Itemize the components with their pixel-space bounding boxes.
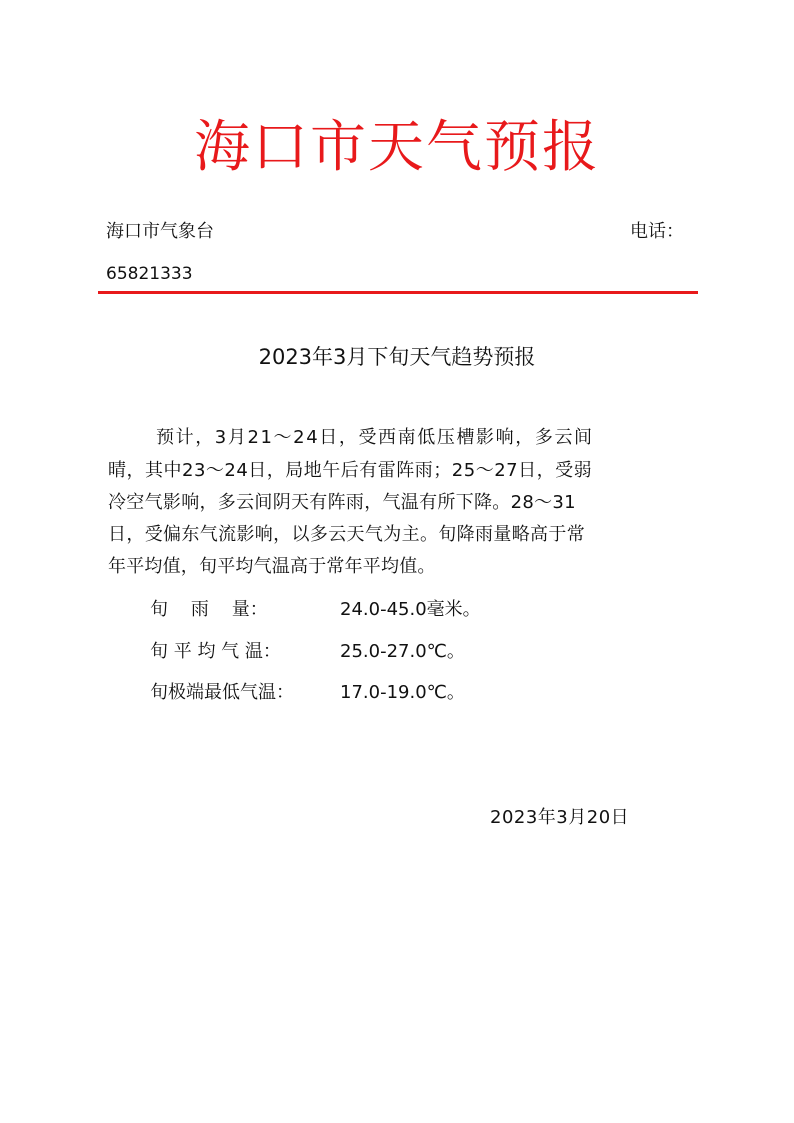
main-title: 海口市天气预报: [194, 115, 600, 180]
header-divider: [98, 291, 698, 294]
paragraph-line-4: 日，受偏东气流影响，以多云天气为主。旬降雨量略高于常: [108, 524, 586, 545]
stat-avg-temp-label: 旬 平 均 气 温：: [150, 641, 281, 662]
document-heading: 2023年3月下旬天气趋势预报: [258, 345, 536, 369]
stat-rainfall-value: 24.0-45.0毫米。: [340, 599, 481, 620]
paragraph-line-2: 晴，其中23～24日，局地午后有雷阵雨；25～27日，受弱: [108, 460, 593, 481]
stat-rainfall: [150, 598, 481, 622]
stat-rainfall-label: 旬 雨 量：: [150, 599, 268, 620]
paragraph-line-5: 年平均值，旬平均气温高于常年平均值。: [108, 556, 436, 577]
paragraph-line-1: 预计，3月21～24日，受西南低压槽影响，多云间: [156, 427, 594, 448]
issue-date: 2023年3月20日: [490, 807, 630, 828]
stat-min-temp-value: 17.0-19.0℃。: [340, 682, 465, 703]
agency-name: 海口市气象台: [106, 221, 214, 242]
phone-number: 65821333: [106, 264, 193, 284]
stat-avg-temp-value: 25.0-27.0℃。: [340, 641, 465, 662]
stat-min-temp-label: 旬极端最低气温：: [150, 682, 294, 703]
phone-label: 电话：: [630, 221, 684, 242]
stat-min-temp: [150, 681, 465, 705]
stat-avg-temp: [150, 640, 465, 664]
paragraph-line-3: 冷空气影响，多云间阴天有阵雨，气温有所下降。28～31: [108, 492, 576, 513]
